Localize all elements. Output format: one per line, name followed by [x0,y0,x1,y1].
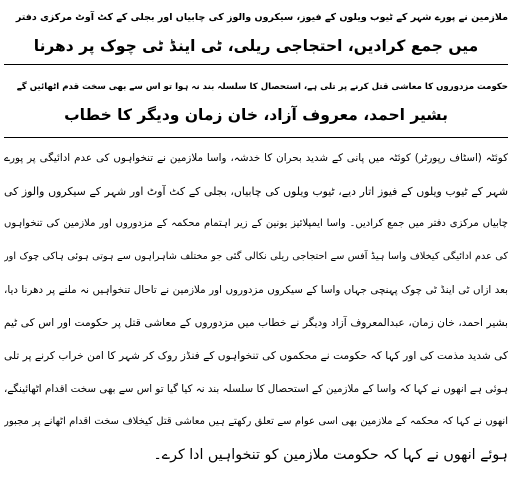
subheadline-divider [4,137,508,138]
body-line-8: ہوئی ہے انھوں نے کہا کہ واسا کے ملازمین کے استحصال کا سلسلہ بند نہ کیا گیا تو اس سے بھی سخت اقدام اٹھائینگے، [4,383,508,395]
body-line-5: بعد ازاں ٹی اینڈ ٹی چوک پہنچی جہاں واسا کے سیکروں مزدوروں اور ملازمین نے تاحال تنخواہیں نہ ملنے پر دھرنا دیا، [4,284,508,296]
body-line-4: کی عدم ادائیگی کیخلاف واسا ہیڈ آفس سے احتجاجی ریلی نکالی گئی جو مختلف شاہراہوں سے ہوتی ہوئی ہاکی چوک اور [4,251,508,262]
body-line-7: کی شدید مذمت کی اور کہا کہ حکومت نے محکموں کی تنخواہوں کے فنڈز روک کر شہر کا امن خراب کرنے پر تلی [4,350,508,362]
headline-line-1: ملازمین نے پورے شہر کے ٹیوب ویلوں کے فیوز، سیکروں والوز کی چابیاں اور بجلی کے کٹ آوٹ مرکزی دفتر [15,12,508,23]
subheadline-line-1: حکومت مزدوروں کا معاشی قتل کرنے پر تلی ہے، استحصال کا سلسلہ بند نہ ہوا تو اس سے بھی سخت قدم اٹھائیں گے [16,82,508,92]
body-line-2: شہر کے ٹیوب ویلوں کے فیوز اتار دیے، ٹیوب ویلوں کی چابیاں، بجلی کے کٹ آوٹ اور شہر کے سیکروں والوز کی [4,185,508,198]
body-line-1: کوئٹہ (اسٹاف رپورٹر) کوئٹہ میں پانی کے شدید بحران کا خدشہ، واسا ملازمین نے تنخواہوں کی عدم ادائیگی پر پورے [4,152,508,164]
headline-line-2: میں جمع کرادیں، احتجاجی ریلی، ٹی اینڈ ٹی چوک پر دھرنا [33,37,479,55]
body-line-9: انھوں نے کہا کہ محکمہ کے ملازمین بھی اسی عوام سے تعلق رکھتے ہیں معاشی قتل کیخلاف سخت اقدام اٹھانے پر مجبور [4,416,508,427]
body-line-6: بشیر احمد، خان زمان، عبدالمعروف آزاد ودیگر نے خطاب میں مزدوروں کے معاشی قتل پر حکومت اور اس کی ٹیم [4,317,508,329]
headline-divider [4,64,508,65]
subheadline-line-2: بشیر احمد، معروف آزاد، خان زمان ودیگر کا خطاب [64,106,448,124]
body-line-3: چابیاں مرکزی دفتر میں جمع کرادیں۔ واسا ایمپلائیز یونین کے زیر اہتمام محکمہ کے مزدوروں اور ملازمین کی تنخواہوں [4,218,508,229]
body-line-10: ہوئے انھوں نے کہا کہ حکومت ملازمین کو تنخواہیں ادا کرے۔ [153,447,508,463]
